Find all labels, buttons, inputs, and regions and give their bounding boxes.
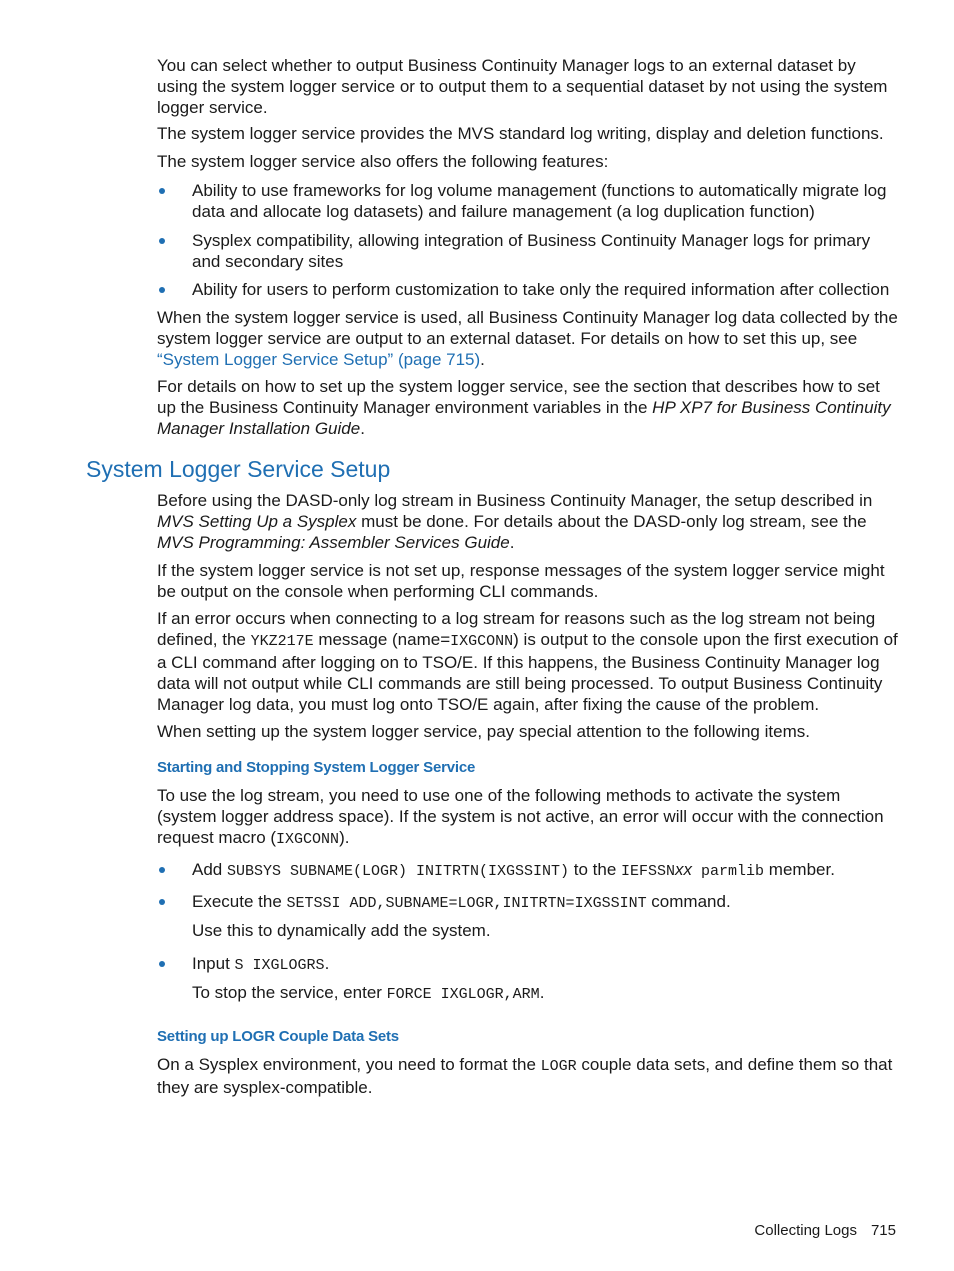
feature-bullet-1	[157, 180, 899, 222]
text-run: ) is output to the console upon the first execution of a CLI command after logging on to TSO/E. If this happens, the Business Continuity Manager log data will not output while CLI commands are still being processed. To output Business Continuity Manager log data, you must log onto TSO/E again, after fixing the cause of the problem.	[157, 630, 898, 714]
member-code: IEFSSN	[621, 863, 676, 880]
member-code: parmlib	[692, 863, 765, 880]
text-run: ).	[339, 828, 350, 847]
text-run: must be done. For details about the DASD-only log stream, see the	[356, 512, 867, 531]
bullet-icon	[159, 899, 165, 905]
intro-paragraph-3: The system logger service also offers the following features:	[157, 152, 609, 171]
text-run: to the	[569, 860, 622, 879]
message-code: YKZ217E	[250, 633, 314, 650]
section-paragraph-3	[157, 608, 899, 715]
section-paragraph-4: When setting up the system logger service, pay special attention to the following items.	[157, 722, 810, 741]
footer-section-title: Collecting Logs	[754, 1222, 857, 1239]
macro-code: IXGCONN	[450, 633, 514, 650]
subsection-paragraph-1	[157, 785, 899, 850]
bullet-icon	[159, 287, 165, 293]
section-heading: System Logger Service Setup	[86, 456, 391, 482]
feature-bullet-3	[157, 279, 899, 300]
method-note: Use this to dynamically add the system.	[192, 921, 491, 940]
text-run: Add	[192, 860, 227, 879]
intro-paragraph-5	[157, 376, 899, 439]
text-run: member.	[764, 860, 835, 879]
text-run: To stop the service, enter	[192, 983, 387, 1002]
command-code: S IXGLOGRS	[234, 957, 325, 974]
setup-page-link[interactable]: “System Logger Service Setup” (page 715)	[157, 350, 481, 369]
guide-title: MVS Programming: Assembler Services Guide	[157, 533, 510, 552]
intro-block	[157, 55, 899, 439]
member-suffix: xx	[675, 860, 693, 879]
macro-code: IXGCONN	[276, 831, 340, 848]
section-block	[157, 490, 899, 1098]
bullet-text: Ability for users to perform customization to take only the required information after collection	[192, 280, 890, 299]
subsection-paragraph-logr	[157, 1054, 899, 1098]
intro-paragraph-1: You can select whether to output Business Continuity Manager logs to an external dataset by using the system logger service or to output them to a sequential dataset by not using the system logger service.	[157, 56, 888, 117]
section-paragraph-2: If the system logger service is not set up, response messages of the system logger service might be output on the console when performing CLI commands.	[157, 561, 885, 601]
text-run: Input	[192, 954, 235, 973]
text-run: .	[480, 350, 485, 369]
text-run: command.	[646, 892, 731, 911]
command-code: FORCE IXGLOGR,ARM	[386, 986, 540, 1003]
command-code: SETSSI ADD,SUBNAME=LOGR,INITRTN=IXGSSINT	[286, 895, 647, 912]
subsection-heading-start-stop: Starting and Stopping System Logger Service	[157, 759, 476, 776]
text-run: Execute the	[192, 892, 287, 911]
bullet-icon	[159, 961, 165, 967]
method-bullet-3	[157, 953, 899, 1005]
subsection-heading-logr: Setting up LOGR Couple Data Sets	[157, 1028, 399, 1045]
text-run: For details on how to set up the system logger service, see the section that describes how to set up the Business Continuity Manager environment variables in the	[157, 377, 880, 417]
command-code: SUBSYS SUBNAME(LOGR) INITRTN(IXGSSINT)	[226, 863, 570, 880]
text-run: To use the log stream, you need to use one of the following methods to activate the system (system logger address space). If the system is not active, an error will occur with the connection request macro (	[157, 786, 884, 847]
guide-title: HP XP7 for Business Continuity Manager Installation Guide	[157, 398, 891, 438]
bullet-icon	[159, 867, 165, 873]
bullet-text: Ability to use frameworks for log volume management (functions to automatically migrate log data and allocate log datasets) and failure management (a log duplication function)	[192, 181, 887, 221]
text-run: message (name=	[313, 630, 451, 649]
logr-code: LOGR	[540, 1058, 577, 1075]
text-run: If an error occurs when connecting to a log stream for reasons such as the log stream not being defined, the	[157, 609, 876, 649]
section-paragraph-1	[157, 490, 899, 553]
text-run: Before using the DASD-only log stream in Business Continuity Manager, the setup described in	[157, 491, 873, 510]
page-footer	[740, 1222, 896, 1239]
intro-paragraph-2: The system logger service provides the MVS standard log writing, display and deletion functions.	[157, 124, 884, 143]
text-run: When the system logger service is used, all Business Continuity Manager log data collected by the system logger service are output to an external dataset. For details on how to set this up, see	[157, 308, 898, 348]
method-note	[192, 982, 899, 1005]
text-run: couple data sets, and define them so that they are sysplex-compatible.	[157, 1055, 893, 1097]
text-run: .	[509, 533, 515, 552]
bullet-icon	[159, 238, 165, 244]
bullet-icon	[159, 188, 165, 194]
method-bullet-2	[157, 891, 899, 941]
text-run: .	[539, 983, 545, 1002]
bullet-text: Sysplex compatibility, allowing integration of Business Continuity Manager logs for primary and secondary sites	[192, 231, 871, 271]
intro-paragraph-4	[157, 307, 899, 370]
feature-bullet-2	[157, 230, 899, 272]
text-run: .	[324, 954, 330, 973]
text-run: On a Sysplex environment, you need to format the	[157, 1055, 541, 1074]
text-run: .	[360, 419, 365, 438]
page-number: 715	[870, 1222, 896, 1239]
method-bullet-1	[157, 859, 899, 882]
guide-title: MVS Setting Up a Sysplex	[157, 512, 357, 531]
